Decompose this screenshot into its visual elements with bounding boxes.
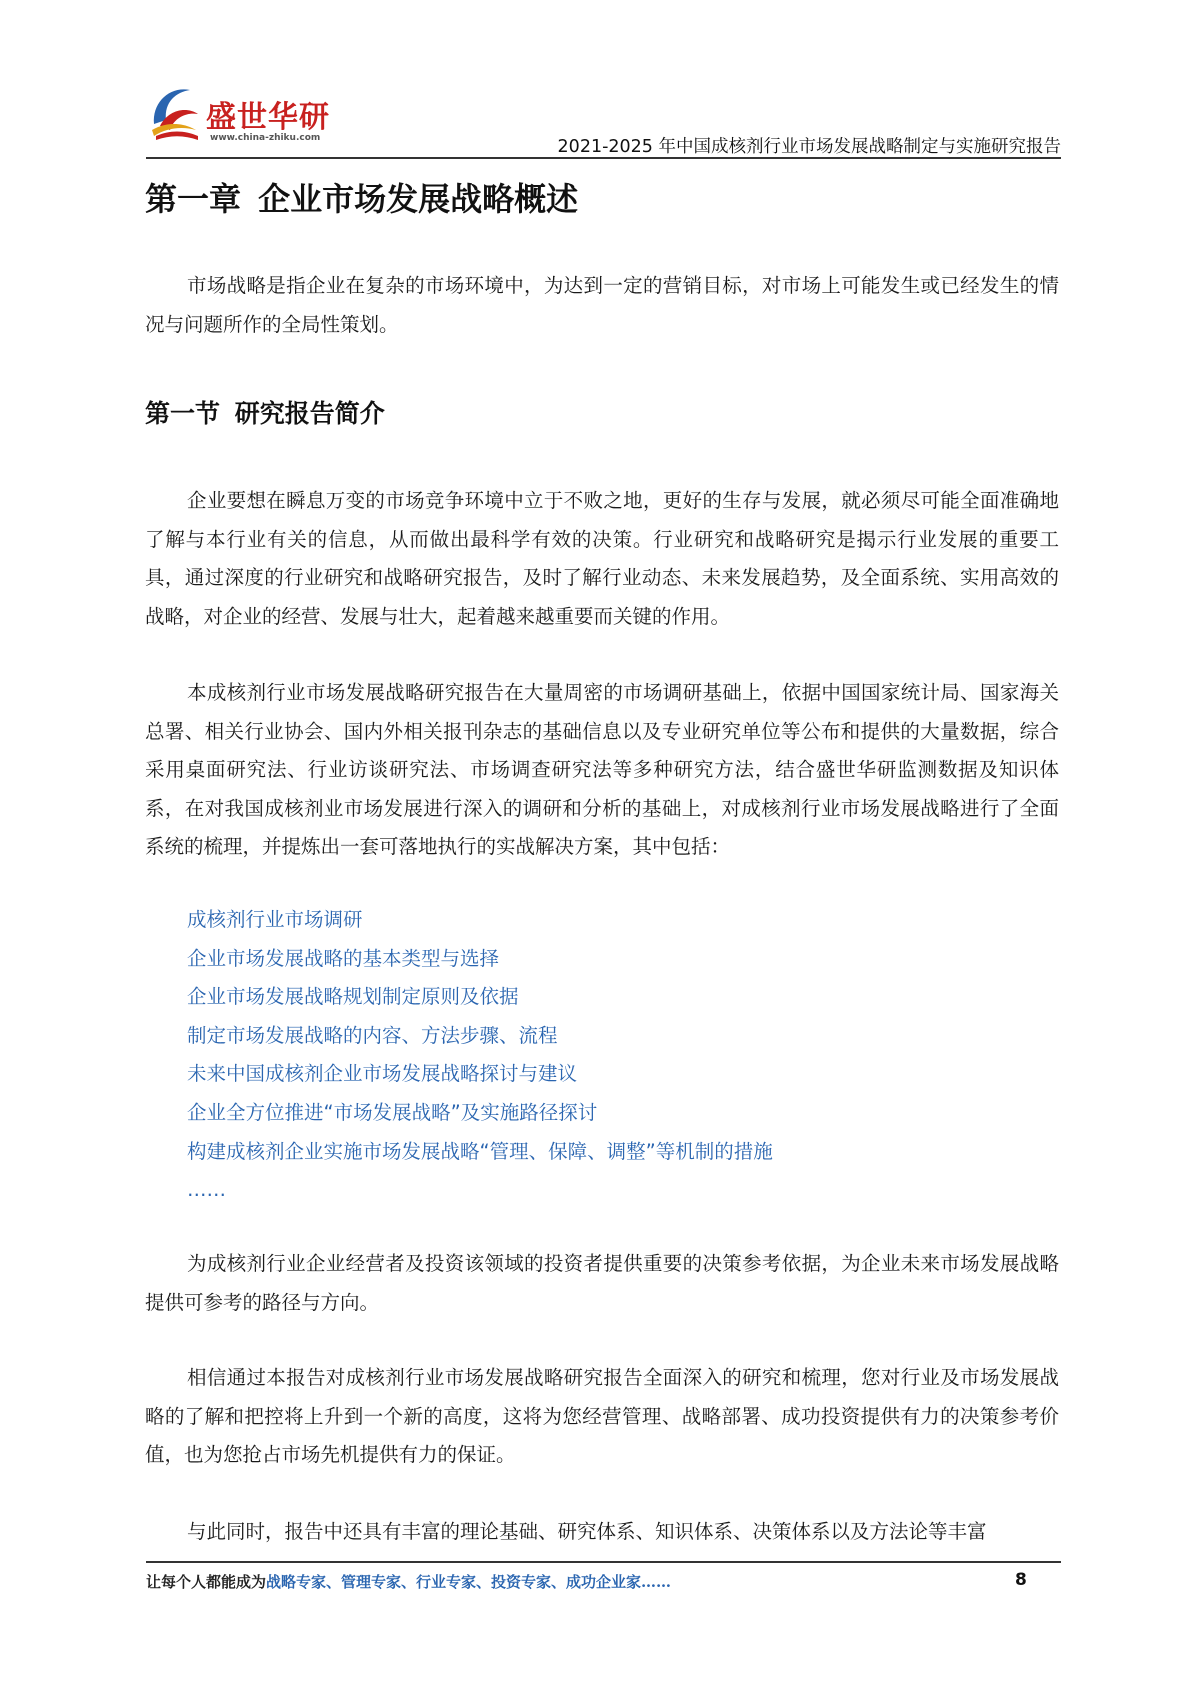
- contents-item[interactable]: 构建成核剂企业实施市场发展战略“管理、保障、调整”等机制的措施: [187, 1139, 773, 1163]
- section-title: 第一节 研究报告简介: [145, 399, 385, 428]
- page-header: [146, 78, 1061, 158]
- contents-item[interactable]: 企业全方位推进“市场发展战略”及实施路径探讨: [187, 1100, 598, 1124]
- contents-list: [187, 901, 773, 1210]
- report-title: 2021-2025 年中国成核剂行业市场发展战略制定与实施研究报告: [557, 137, 1061, 157]
- contents-item[interactable]: 成核剂行业市场调研: [187, 908, 363, 931]
- contents-ellipsis: ……: [187, 1178, 226, 1202]
- footer-slogan-prefix: 让每个人都能成为: [146, 1573, 267, 1591]
- page-number: 8: [1015, 1570, 1027, 1590]
- paragraph-decision-reference: 为成核剂行业企业经营者及投资该领域的投资者提供重要的决策参考依据，为企业未来市场发展战略提供可参考的路径与方向。: [145, 1252, 1059, 1314]
- contents-item[interactable]: 企业市场发展战略规划制定原则及依据: [187, 985, 519, 1009]
- logo-url: www.china-zhiku.com: [210, 133, 321, 143]
- footer-slogan-highlight: 战略专家、管理专家、行业专家、投资专家、成功企业家……: [266, 1573, 672, 1591]
- logo-name: 盛世华研: [206, 100, 330, 135]
- logo-icon: [146, 80, 208, 142]
- paragraph-report-basis: 本成核剂行业市场发展战略研究报告在大量周密的市场调研基础上，依据中国国家统计局、国家海关总署、相关行业协会、国内外相关报刊杂志的基础信息以及专业研究单位等公布和提供的大量数据，综合采用桌面研究法、行业访谈研究法、市场调查研究法等多种研究方法，结合盛世华研监测数据及知识体系，在对我国成核剂业市场发展进行深入的调研和分析的基础上，对成核剂行业市场发展战略进行了全面系统的梳理，并提炼出一套可落地执行的实战解决方案，其中包括：: [145, 681, 1059, 858]
- contents-item[interactable]: 制定市场发展战略的内容、方法步骤、流程: [187, 1023, 558, 1047]
- footer-divider: [146, 1561, 1061, 1563]
- footer-slogan: [146, 1571, 671, 1592]
- contents-item[interactable]: 未来中国成核剂企业市场发展战略探讨与建议: [187, 1062, 578, 1086]
- paragraph-continued: 与此同时，报告中还具有丰富的理论基础、研究体系、知识体系、决策体系以及方法论等丰富: [187, 1520, 987, 1543]
- chapter-title: 第一章 企业市场发展战略概述: [145, 180, 579, 218]
- paragraph-value: 相信通过本报告对成核剂行业市场发展战略研究报告全面深入的研究和梳理，您对行业及市场发展战略的了解和把控将上升到一个新的高度，这将为您经营管理、战略部署、成功投资提供有力的决策参考价值，也为您抢占市场先机提供有力的保证。: [145, 1366, 1059, 1466]
- contents-item[interactable]: 企业市场发展战略的基本类型与选择: [187, 946, 500, 970]
- paragraph-intro: 市场战略是指企业在复杂的市场环境中，为达到一定的营销目标，对市场上可能发生或已经发生的情况与问题所作的全局性策划。: [145, 274, 1059, 336]
- paragraph-market-competition: 企业要想在瞬息万变的市场竞争环境中立于不败之地，更好的生存与发展，就必须尽可能全面准确地了解与本行业有关的信息，从而做出最科学有效的决策。行业研究和战略研究是揭示行业发展的重要工具，通过深度的行业研究和战略研究报告，及时了解行业动态、未来发展趋势，及全面系统、实用高效的战略，对企业的经营、发展与壮大，起着越来越重要而关键的作用。: [145, 489, 1059, 628]
- header-divider: [146, 157, 1061, 159]
